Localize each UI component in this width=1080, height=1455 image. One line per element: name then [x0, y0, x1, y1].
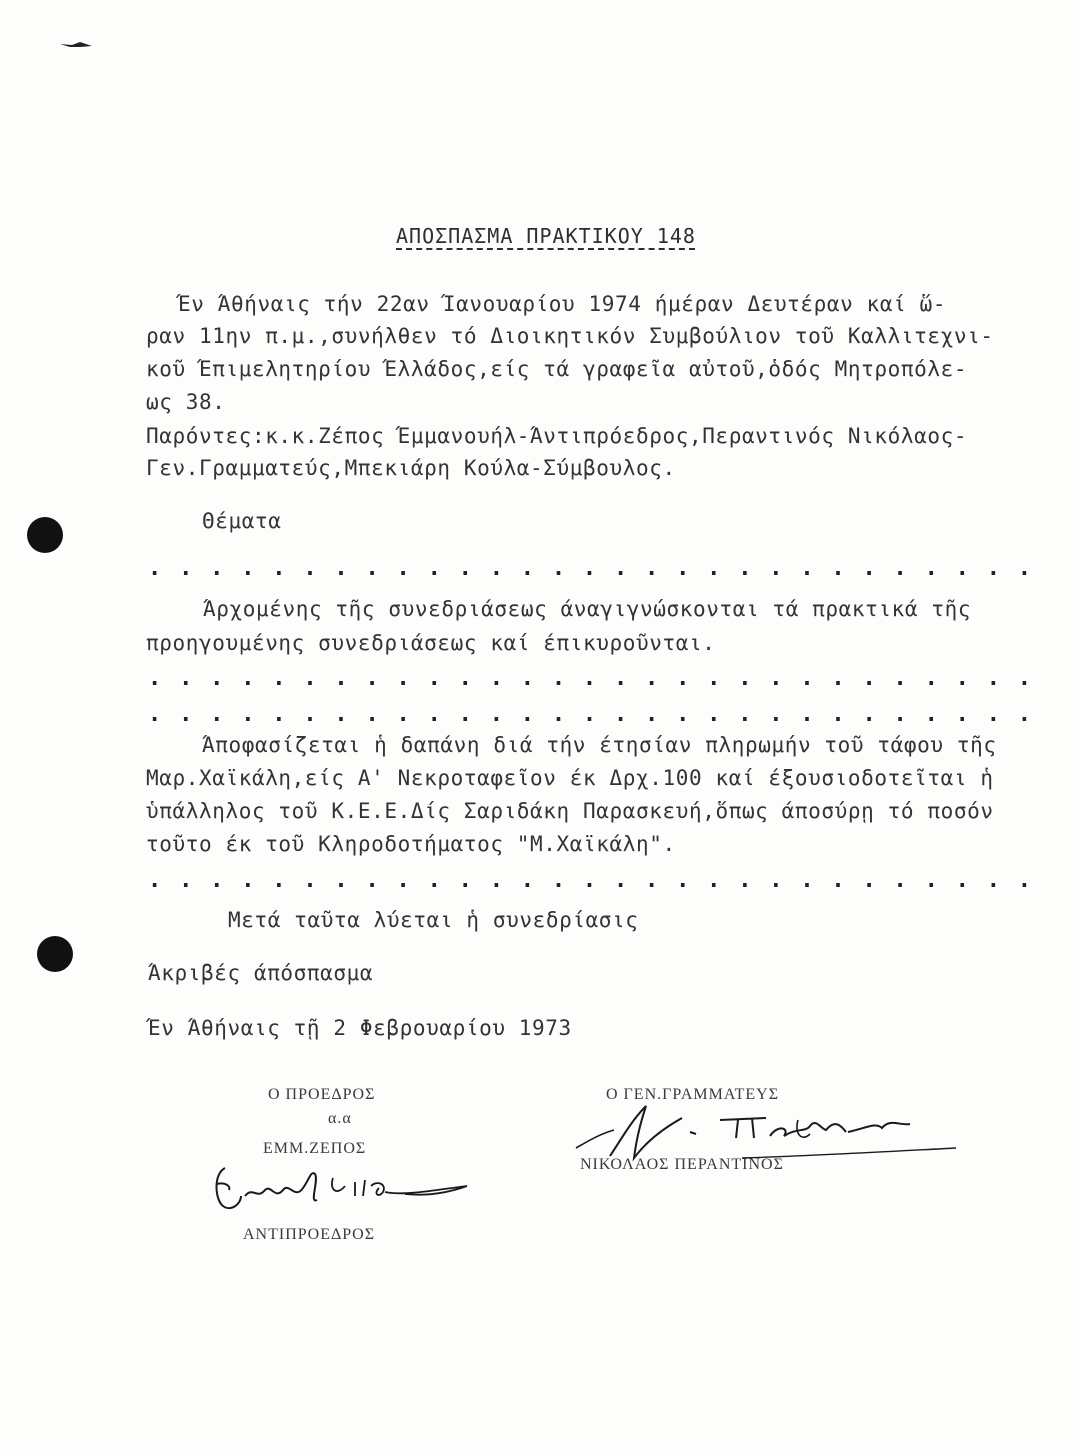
intro-line: ραν 11ην π.μ.,συνήλθεν τό Διοικητικόν Συμβούλιον τοῦ Καλλιτεχνι- [146, 324, 994, 348]
president-role: Ο ΠΡΟΕΔΡΟΣ [268, 1086, 376, 1103]
punch-hole-icon [27, 517, 63, 553]
expense-decision-line: Άποφασίζεται ἡ δαπάνη διά τήν έτησίαν πληρωμήν τοῦ τάφου τῆς [202, 733, 997, 757]
dotted-separator: . . . . . . . . . . . . . . . . . . . . . . . . . . . . . [148, 868, 1031, 893]
document-title: ΑΠΟΣΠΑΣΜΑ ΠΡΑΚΤΙΚΟΥ 148 [396, 224, 696, 248]
expense-decision-line: Μαρ.Χαϊκάλη,είς Α' Νεκροταφεῖον έκ Δρχ.100 καί έξουσιοδοτεῖται ἡ [146, 766, 994, 790]
intro-line: κοῦ Έπιμελητηρίου Έλλάδος,είς τά γραφεῖα αὐτοῦ,ὁδός Μητροπόλε- [146, 357, 968, 381]
topics-heading: Θέματα [202, 509, 282, 533]
dotted-separator: . . . . . . . . . . . . . . . . . . . . . . . . . . . . . [148, 702, 1031, 727]
minutes-approval-line: προηγουμένης συνεδριάσεως καί έπικυροῦνται. [146, 631, 716, 655]
intro-line: Παρόντες:κ.κ.Ζέπος Έμμανουήλ-Άντιπρόεδρος,Περαντινός Νικόλαος- [146, 424, 968, 448]
date-line: Έν Άθήναις τῇ 2 Φεβρουαρίου 1973 [148, 1016, 572, 1040]
expense-decision-line: ὑπάλληλος τοῦ Κ.Ε.Ε.Δίς Σαριδάκη Παρασκευή,ὅπως άποσύρῃ τό ποσόν [146, 799, 994, 823]
dotted-separator: . . . . . . . . . . . . . . . . . . . . . . . . . . . . . [148, 666, 1031, 691]
closing-line: Μετά ταῦτα λύεται ἡ συνεδρίασις [228, 908, 639, 932]
intro-line: Γεν.Γραμματεύς,Μπεκιάρη Κούλα-Σύμβουλος. [146, 456, 676, 480]
vice-president-title: ΑΝΤΙΠΡΟΕΔΡΟΣ [243, 1226, 376, 1243]
secretary-role: Ο ΓΕΝ.ΓΡΑΜΜΑΤΕΥΣ [606, 1086, 780, 1103]
on-behalf-mark: α.α [328, 1110, 352, 1127]
minutes-approval-line: Άρχομένης τῆς συνεδριάσεως άναγιγνώσκονται τά πρακτικά τῆς [203, 597, 972, 621]
secretary-name: ΝΙΚΟΛΑΟΣ ΠΕΡΑΝΤΙΝΟΣ [580, 1156, 784, 1173]
scan-mark-icon [58, 38, 94, 50]
punch-hole-icon [37, 936, 73, 972]
vice-president-signature-icon [205, 1160, 475, 1220]
dotted-separator: . . . . . . . . . . . . . . . . . . . . . . . . . . . . . [148, 556, 1031, 581]
vice-president-name: ΕΜΜ.ΖΕΠΟΣ [263, 1140, 367, 1157]
intro-line: ως 38. [146, 390, 226, 414]
certified-copy-line: Άκριβές άπόσπασμα [148, 961, 374, 985]
expense-decision-line: τοῦτο έκ τοῦ Κληροδοτήματος "Μ.Χαϊκάλη". [146, 832, 676, 856]
intro-line: Έν Άθήναις τήν 22αν Ίανουαρίου 1974 ήμέραν Δευτέραν καί ὥ- [178, 292, 947, 316]
